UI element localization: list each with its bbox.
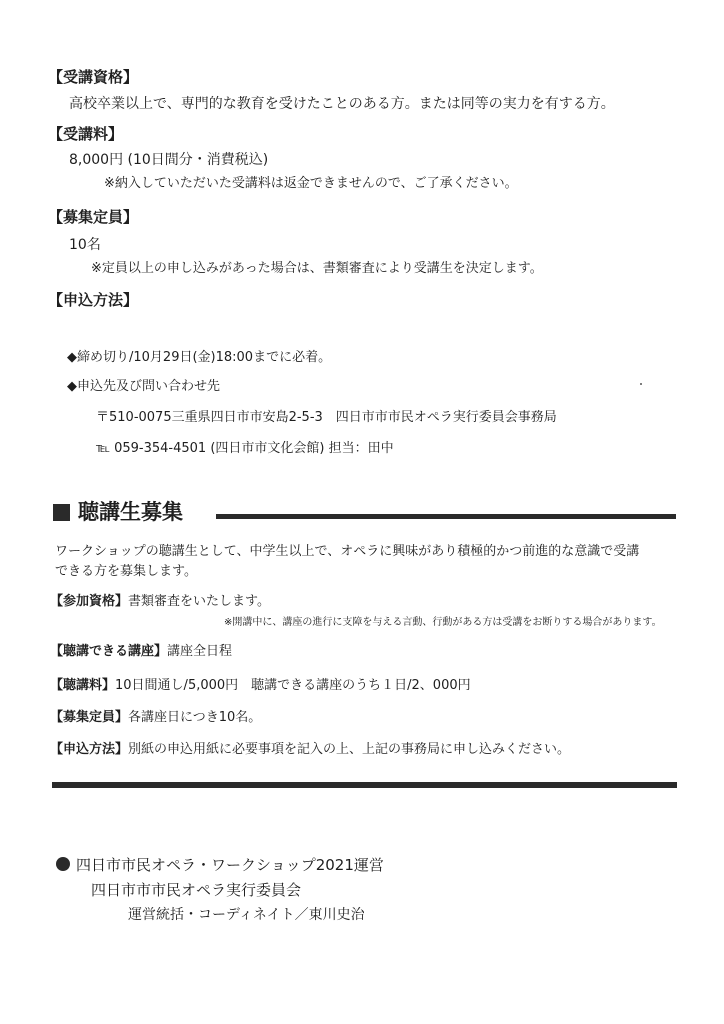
auditor-cap-text: 各講座日につき10名。 bbox=[128, 710, 262, 725]
square-marker-icon bbox=[53, 504, 70, 521]
tel-text: ℡ 059-354-4501 (四日市市文化会館) 担当：田中 bbox=[96, 441, 394, 456]
fee-note: ※納入していただいた受講料は返金できませんので、ご了承ください。 bbox=[104, 176, 518, 191]
auditor-cap-row bbox=[50, 706, 261, 725]
auditor-apply-text: 別紙の申込用紙に必要事項を記入の上、上記の事務局に申し込みください。 bbox=[128, 742, 571, 757]
footer-line2: 四日市市市民オペラ実行委員会 bbox=[91, 881, 302, 899]
auditor-course-label: 【聴講できる講座】 bbox=[50, 644, 168, 659]
auditor-fee-row bbox=[50, 674, 471, 693]
scan-speck bbox=[640, 383, 642, 385]
auditor-qual-note: ※開講中に、講座の進行に支障を与える言動、行動がある方は受講をお断りする場合があります。 bbox=[224, 617, 662, 628]
auditor-apply-label: 【申込方法】 bbox=[50, 742, 129, 757]
auditor-cap-label: 【募集定員】 bbox=[50, 710, 129, 725]
auditor-apply-row bbox=[50, 738, 570, 757]
auditor-section-title bbox=[53, 496, 183, 526]
auditor-title-text: 聴講生募集 bbox=[78, 500, 183, 524]
footer-line1: 四日市市民オペラ・ワークショップ2021運営 bbox=[76, 856, 384, 874]
capacity-note: ※定員以上の申し込みがあった場合は、書類審査により受講生を決定します。 bbox=[91, 261, 543, 276]
capacity-heading: 【募集定員】 bbox=[48, 208, 139, 226]
fee-text: 8,000円 (10日間分・消費税込) bbox=[69, 152, 269, 168]
auditor-qual-label: 【参加資格】 bbox=[50, 594, 129, 609]
deadline-text: ◆締め切り/10月29日(金)18:00までに必着。 bbox=[67, 350, 332, 365]
auditor-qual-text: 書類審査をいたします。 bbox=[128, 594, 270, 609]
auditor-intro-line2: できる方を募集します。 bbox=[55, 564, 197, 579]
footer-line3: 運営統括・コーディネイト／東川史治 bbox=[128, 907, 365, 923]
auditor-fee-text: 10日間通し/5,000円 聴講できる講座のうち１日/2、000円 bbox=[115, 678, 471, 693]
auditor-course-text: 講座全日程 bbox=[167, 644, 233, 659]
auditor-course-row bbox=[50, 640, 232, 659]
auditor-qual-row bbox=[50, 590, 270, 609]
bullet-icon bbox=[56, 857, 70, 871]
application-heading: 【申込方法】 bbox=[48, 291, 139, 309]
capacity-text: 10名 bbox=[69, 237, 101, 253]
contact-label: ◆申込先及び問い合わせ先 bbox=[67, 379, 220, 394]
address-text: 〒510-0075三重県四日市市安島2-5-3 四日市市市民オペラ実行委員会事務局 bbox=[96, 410, 557, 425]
qualification-text: 高校卒業以上で、専門的な教育を受けたことのある方。または同等の実力を有する方。 bbox=[69, 96, 615, 112]
footer-line1-row bbox=[56, 854, 384, 875]
fee-heading: 【受講料】 bbox=[48, 125, 124, 143]
qualification-heading: 【受講資格】 bbox=[48, 68, 139, 86]
auditor-fee-label: 【聴講料】 bbox=[50, 678, 116, 693]
bottom-rule bbox=[52, 782, 677, 788]
section-rule bbox=[216, 514, 676, 519]
auditor-intro-line1: ワークショップの聴講生として、中学生以上で、オペラに興味があり積極的かつ前進的な意識で受講 bbox=[55, 544, 640, 559]
